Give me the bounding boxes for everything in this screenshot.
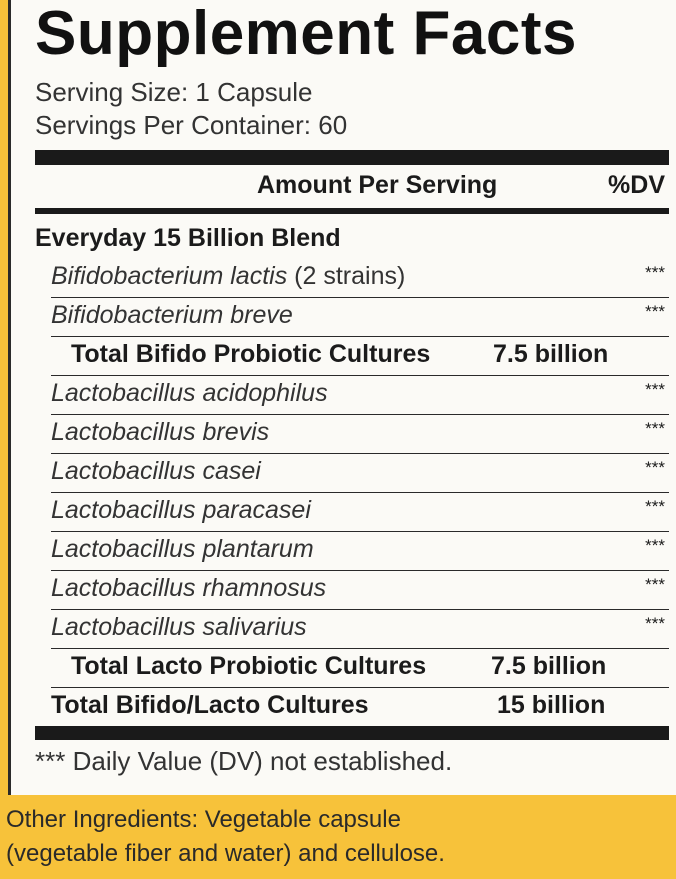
ingredient-row — [35, 374, 669, 413]
ingredient-name: Bifidobacterium breve — [51, 301, 293, 329]
ingredient-name: Lactobacillus paracasei — [51, 496, 311, 524]
ingredient-row — [35, 452, 669, 491]
ingredient-name: Lactobacillus plantarum — [51, 535, 314, 563]
lacto-total-amount: 7.5 billion — [491, 652, 607, 680]
amount-per-serving-header: Amount Per Serving — [257, 171, 498, 199]
ingredient-name: Bifidobacterium lactis (2 strains) — [51, 262, 406, 290]
ingredient-row — [35, 413, 669, 452]
column-header-row — [35, 167, 669, 207]
grand-total-row — [35, 686, 669, 725]
bottom-thick-divider — [35, 726, 669, 740]
bifido-total-label: Total Bifido Probiotic Cultures — [71, 340, 431, 368]
ingredient-name: Lactobacillus brevis — [51, 418, 270, 446]
dv-value: *** — [645, 302, 665, 321]
dv-value: *** — [645, 497, 665, 516]
dv-value: *** — [645, 575, 665, 594]
blend-name: Everyday 15 Billion Blend — [35, 224, 341, 252]
dv-footnote: *** Daily Value (DV) not established. — [35, 746, 453, 776]
bifido-total-amount: 7.5 billion — [493, 340, 609, 368]
other-ingredients-line1: Other Ingredients: Vegetable capsule — [6, 806, 401, 833]
ingredient-row — [35, 257, 669, 296]
dv-value: *** — [645, 263, 665, 282]
grand-total-amount: 15 billion — [497, 691, 606, 719]
ingredient-name: Lactobacillus casei — [51, 457, 261, 485]
ingredient-row — [35, 569, 669, 608]
lacto-total-label: Total Lacto Probiotic Cultures — [71, 652, 427, 680]
bifido-total-row — [35, 335, 669, 374]
ingredient-row — [35, 608, 669, 647]
dv-value: *** — [645, 614, 665, 633]
supplement-facts-panel — [8, 0, 676, 795]
blend-row — [35, 218, 669, 257]
dv-value: *** — [645, 419, 665, 438]
dv-value: *** — [645, 380, 665, 399]
ingredient-row — [35, 491, 669, 530]
thick-divider — [35, 150, 669, 165]
ingredient-row — [35, 530, 669, 569]
grand-total-label: Total Bifido/Lacto Cultures — [51, 691, 369, 719]
ingredient-name: Lactobacillus salivarius — [51, 613, 307, 641]
dv-value: *** — [645, 536, 665, 555]
lacto-total-row — [35, 647, 669, 686]
dv-value: *** — [645, 458, 665, 477]
panel-title: Supplement Facts — [35, 0, 577, 68]
ingredient-name: Lactobacillus acidophilus — [51, 379, 328, 407]
dv-header: %DV — [608, 171, 665, 199]
ingredient-name: Lactobacillus rhamnosus — [51, 574, 327, 602]
medium-divider — [35, 208, 669, 214]
serving-size: Serving Size: 1 Capsule — [35, 77, 313, 107]
servings-per-container: Servings Per Container: 60 — [35, 110, 348, 140]
other-ingredients-line2: (vegetable fiber and water) and cellulose. — [6, 840, 445, 867]
ingredient-row — [35, 296, 669, 335]
